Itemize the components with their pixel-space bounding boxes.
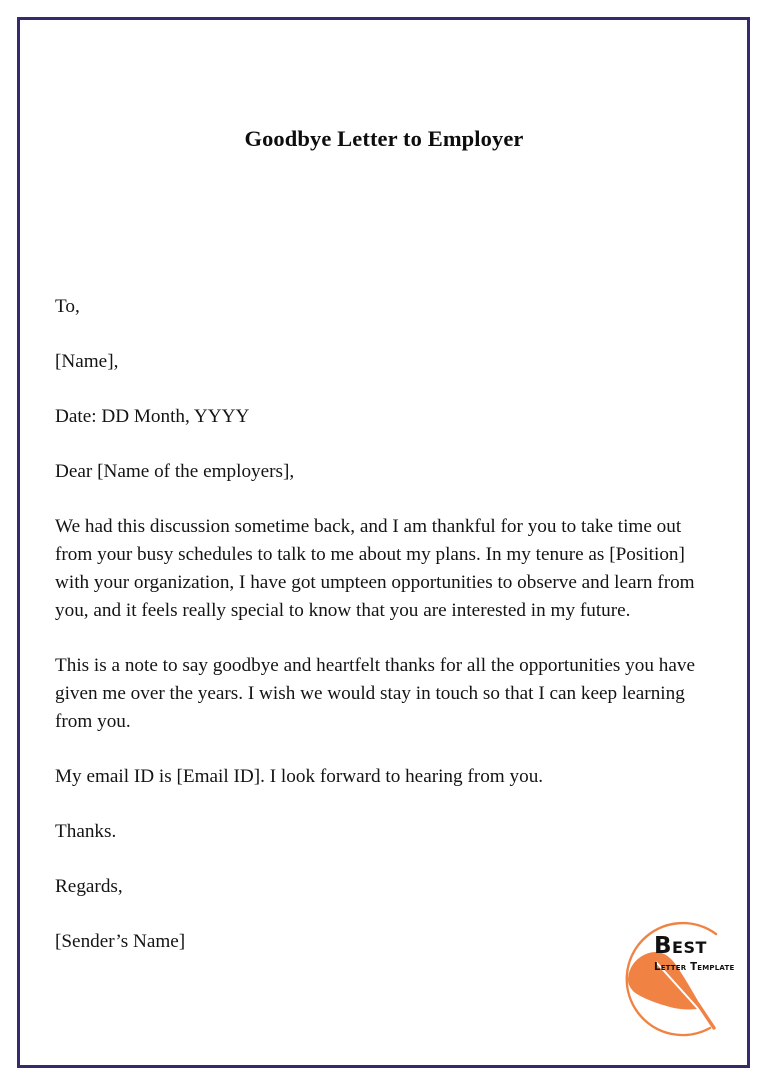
logo-wordmark — [654, 935, 750, 973]
recipient-salutation-line: To, — [55, 296, 80, 317]
body-paragraph-2: This is a note to say goodbye and heartfelt thanks for all the opportunities you have given me over the years. I wish we would stay in touch so that I can keep learning from you. — [55, 655, 695, 732]
body-paragraph-3: My email ID is [Email ID]. I look forward to hearing from you. — [55, 766, 544, 787]
logo-brand-text: Best — [654, 933, 707, 959]
page-title: Goodbye Letter to Employer — [244, 126, 524, 151]
closing-line: Regards, — [55, 876, 123, 897]
greeting-line: Dear [Name of the employers], — [55, 461, 295, 482]
sender-name-line: [Sender’s Name] — [55, 931, 186, 952]
letter-body — [55, 293, 713, 956]
brand-logo — [598, 918, 750, 1046]
date-line: Date: DD Month, YYYY — [55, 406, 250, 427]
logo-tagline-text: Letter Template — [654, 962, 735, 973]
recipient-name-line: [Name], — [55, 351, 119, 372]
body-paragraph-1: We had this discussion sometime back, and I am thankful for you to take time out from your busy schedules to talk to me about my plans. In my tenure as [Position] with your organization, I have got umpteen opportunities to observe and learn from you, and it feels really special to know that you are interested in my future. — [55, 516, 695, 621]
thanks-line: Thanks. — [55, 821, 117, 842]
